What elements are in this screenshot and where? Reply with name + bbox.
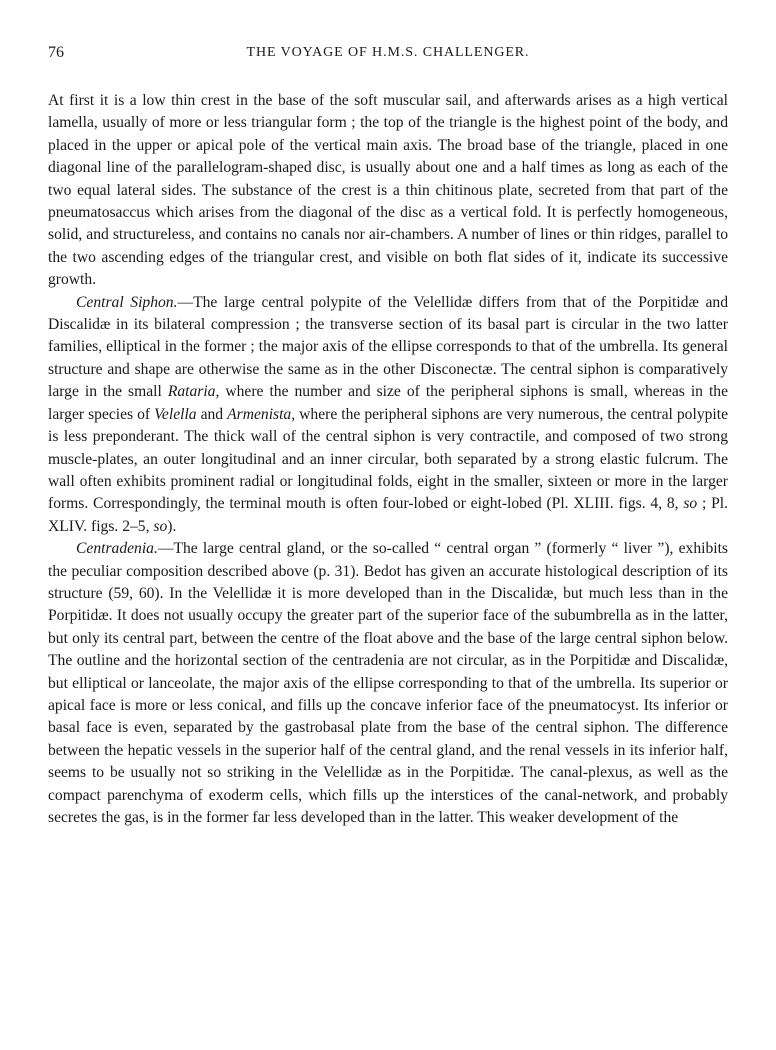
paragraph-centradenia [48,538,728,829]
paragraph-text: where the peripheral siphons are very numerous, the central polypite is less preponderant. The thick wall of the central siphon is very contractile, and composed of two strong muscle-plates, an outer longitudinal and an inner circular, both separated by a strong elastic fulcrum. The wall often exhibits prominent radial or longitudinal folds, eight in the smaller, sixteen or more in the larger forms. Correspondingly, the terminal mouth is often four-lobed or eight-lobed (Pl. XLIII. figs. 4, 8, [48,405,728,513]
paragraph-sail-crest [48,90,728,292]
page-number: 76 [48,44,64,61]
figure-label: so [153,517,168,535]
genus-name: Velella [154,405,197,423]
paragraph-text: where the number and size of the peripheral siphons is small, whereas in the larger species of [48,383,728,423]
paragraph-central-siphon [48,292,728,538]
section-heading-central-siphon: Central Siphon. [76,293,178,311]
paragraph-text: —The large central gland, or the so-called “ central organ ” (formerly “ liver ”), exhibits the peculiar composition described above (p. 31). Bedot has given an accurate histological description of its structure (59, 60). In the Velellidæ it is more developed than in the Discalidæ, but much less than in the Porpitidæ. It does not usually occupy the greater part of the superior face of the subumbrella as in the latter, but only its central part, between the centre of the float above and the base of the large central siphon below. The outline and the horizontal section of the centradenia are not circular, as in the Porpitidæ and Discalidæ, but elliptical or lanceolate, the major axis of the ellipse corresponding to that of the umbrella. Its superior or apical face is more or less conical, and fills up the concave inferior face of the pneumatocyst. Its inferior or basal face is even, separated by the gastrobasal plate from the base of the central siphon. The difference between the hepatic vessels in the superior half of the central gland, and the renal vessels in its inferior half, seems to be usually not so striking in the Velellidæ as in the Porpitidæ. The canal-plexus, as well as the compact parenchyma of exoderm cells, which fills up the interstices of the canal-network, and probably secretes the gas, is in the former far less developed than in the latter. This weaker development of the [48,540,728,826]
genus-name: Armenista, [227,405,296,423]
paragraph-text: —The large central polypite of the Velellidæ differs from that of the Porpitidæ and Discalidæ in its bilateral compression ; the transverse section of its basal part is circular in the two latter families, elliptical in the former ; the major axis of the ellipse corresponds to that of the umbrella. Its general structure and shape are otherwise the same as in the other Disconectæ. The central siphon is comparatively large in the small [48,293,729,401]
figure-label: so [683,495,698,513]
paragraph-text: At first it is a low thin crest in the base of the soft muscular sail, and afterwards arises as a high vertical lamella, usually of more or less triangular form ; the top of the triangle is the highest point of the body, and placed in the upper or apical pole of the vertical main axis. The broad base of the triangle, placed in one diagonal line of the parallelogram-shaped disc, is usually about one and a half times as long as each of the two equal lateral sides. The substance of the crest is a thin chitinous plate, secreted from that part of the pneumatosaccus which arises from the diagonal of the disc as a vertical fold. It is perfectly homogeneous, solid, and structureless, and contains no canals nor air-chambers. A number of lines or thin ridges, parallel to the two ascending edges of the triangular crest, and visible on both flat sides of it, indicate its successive growth. [48,92,728,289]
page-header [48,44,728,72]
body-text [48,90,728,829]
genus-name: Rataria, [167,383,220,401]
paragraph-text: ). [167,517,177,535]
paragraph-text: and [196,405,228,423]
running-title: THE VOYAGE OF H.M.S. CHALLENGER. [246,45,530,60]
section-heading-centradenia: Centradenia. [76,540,158,558]
paragraph-text: ; Pl. XLIV. figs. 2–5, [48,495,728,535]
page [48,44,728,829]
